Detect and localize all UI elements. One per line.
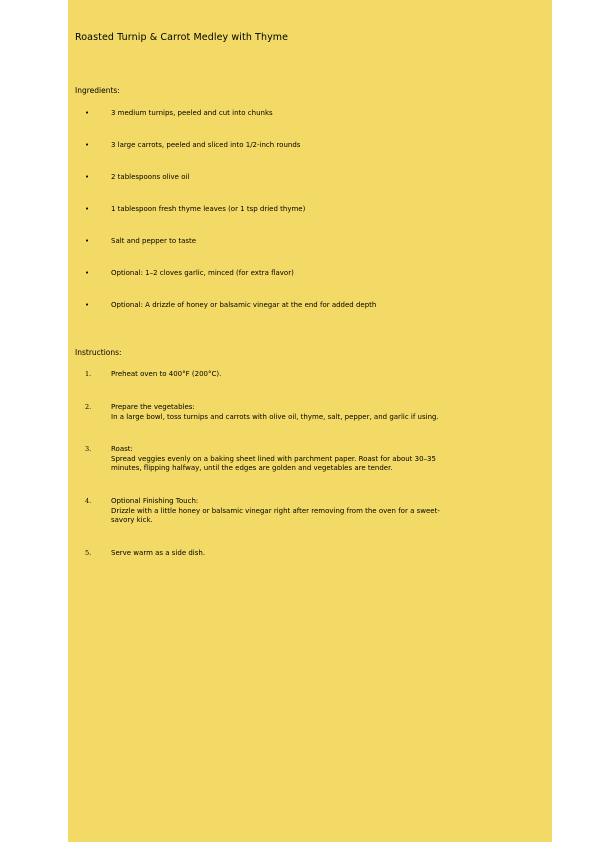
step-body: [111, 549, 541, 559]
step-line: savory kick.: [111, 516, 153, 524]
ingredient-item: [68, 205, 552, 237]
ingredient-text: Salt and pepper to taste: [111, 237, 197, 245]
step-body: [111, 497, 541, 526]
ingredients-list: [68, 109, 552, 333]
ingredient-text: 2 tablespoons olive oil: [111, 173, 190, 181]
step-line: minutes, flipping halfway, until the edges are golden and vegetables are tender.: [111, 464, 393, 472]
step-line: Serve warm as a side dish.: [111, 549, 206, 557]
ingredient-text: 1 tablespoon fresh thyme leaves (or 1 tsp dried thyme): [111, 205, 306, 213]
instructions-heading: Instructions:: [75, 348, 122, 357]
step-line: Drizzle with a little honey or balsamic vinegar right after removing from the oven for a sweet-: [111, 506, 440, 515]
bullet-icon: •: [85, 237, 90, 245]
step-line: Optional Finishing Touch:: [111, 497, 199, 505]
ingredient-item: [68, 141, 552, 173]
bullet-icon: •: [85, 141, 90, 149]
step-line: In a large bowl, toss turnips and carrots with olive oil, thyme, salt, pepper, and garlic if using.: [111, 412, 439, 421]
ingredient-text: 3 large carrots, peeled and sliced into 1/2-inch rounds: [111, 141, 301, 149]
step-line: Spread veggies evenly on a baking sheet lined with parchment paper. Roast for about 30–35: [111, 454, 436, 463]
ingredient-item: [68, 173, 552, 205]
ingredient-item: [68, 109, 552, 141]
bullet-icon: •: [85, 109, 90, 117]
step-number: 5.: [85, 549, 92, 557]
step-line: Prepare the vegetables:: [111, 403, 195, 411]
bullet-icon: •: [85, 173, 90, 181]
bullet-icon: •: [85, 269, 90, 277]
bullet-icon: •: [85, 205, 90, 213]
step-body: [111, 370, 541, 380]
ingredient-text: 3 medium turnips, peeled and cut into chunks: [111, 109, 273, 117]
step-body: [111, 445, 541, 474]
step-number: 2.: [85, 403, 92, 411]
ingredient-text: Optional: 1–2 cloves garlic, minced (for extra flavor): [111, 269, 294, 277]
step-line: Preheat oven to 400°F (200°C).: [111, 370, 222, 378]
step-number: 3.: [85, 445, 92, 453]
ingredient-text: Optional: A drizzle of honey or balsamic vinegar at the end for added depth: [111, 301, 377, 309]
step-body: [111, 403, 541, 422]
step-number: 1.: [85, 370, 92, 378]
ingredients-heading: Ingredients:: [75, 86, 120, 95]
ingredient-item: [68, 301, 552, 333]
ingredient-item: [68, 237, 552, 269]
bullet-icon: •: [85, 301, 90, 309]
step-line: Roast:: [111, 445, 133, 453]
ingredient-item: [68, 269, 552, 301]
recipe-title: Roasted Turnip & Carrot Medley with Thyme: [75, 32, 289, 43]
recipe-page: [68, 0, 552, 842]
step-number: 4.: [85, 497, 92, 505]
